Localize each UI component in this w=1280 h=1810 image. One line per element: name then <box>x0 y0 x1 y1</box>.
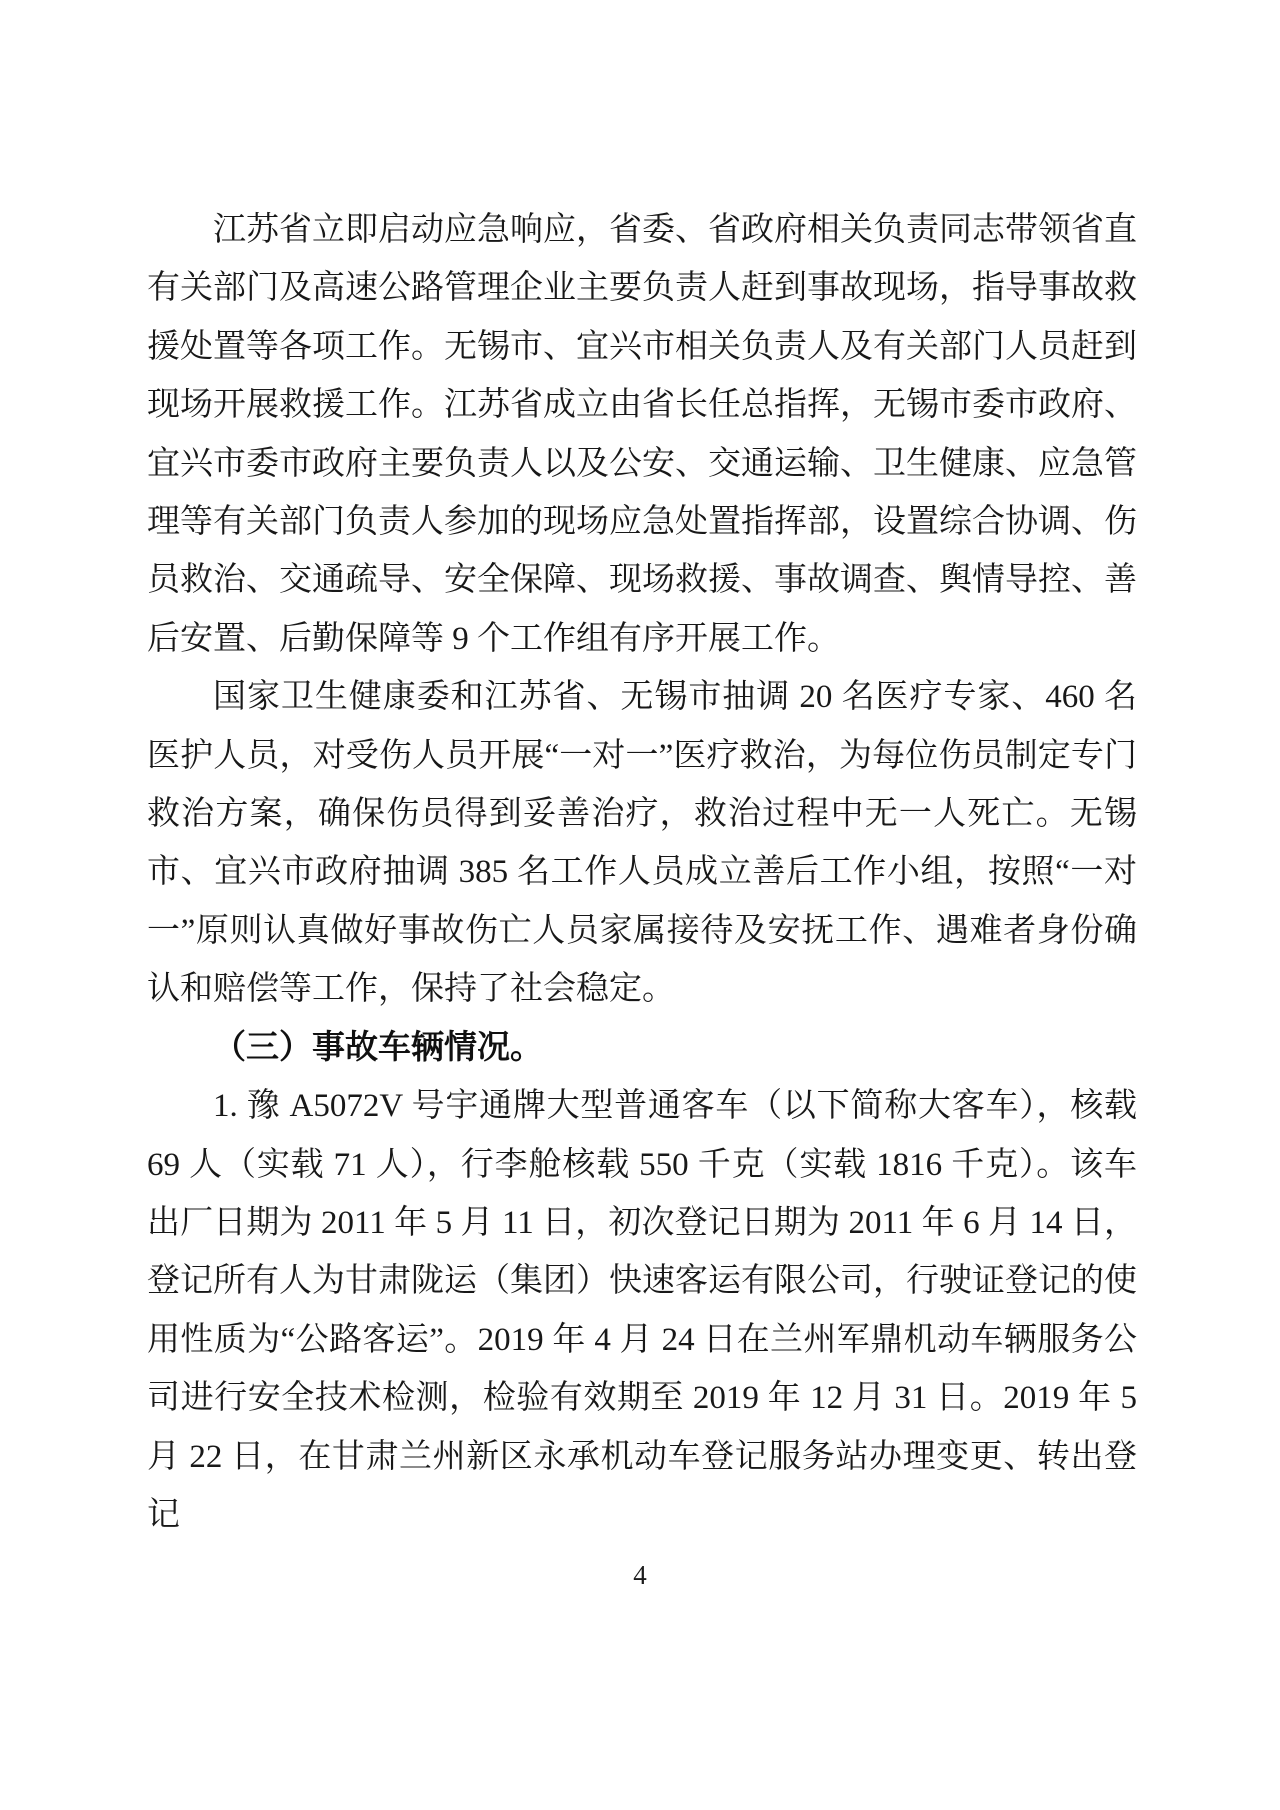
document-body <box>147 201 1137 1544</box>
paragraph-vehicle-info: 1. 豫 A5072V 号宇通牌大型普通客车（以下简称大客车），核载 69 人（实载 71 人），行李舱核载 550 千克（实载 1816 千克）。该车出厂日期为 2011 年 5 月 11 日，初次登记日期为 2011 年 6 月 14 日，登记所有人为甘肃陇运（集团）快速客运有限公司，行驶证登记的使用性质为“公路客运”。2019 年 4 月 24 日在兰州军鼎机动车辆服务公司进行安全技术检测，检验有效期至 2019 年 12 月 31 日。2019 年 5 月 22 日，在甘肃兰州新区永承机动车登记服务站办理变更、转出登记 <box>147 1088 1138 1533</box>
paragraph-medical-rescue: 国家卫生健康委和江苏省、无锡市抽调 20 名医疗专家、460 名医护人员，对受伤人员开展“一对一”医疗救治，为每位伤员制定专门救治方案，确保伤员得到妥善治疗，救治过程中无一人死亡。无锡市、宜兴市政府抽调 385 名工作人员成立善后工作小组，按照“一对一”原则认真做好事故伤亡人员家属接待及安抚工作、遇难者身份确认和赔偿等工作，保持了社会稳定。 <box>147 679 1137 1008</box>
page-footer <box>0 1560 1280 1590</box>
paragraph-emergency-response: 江苏省立即启动应急响应，省委、省政府相关负责同志带领省直有关部门及高速公路管理企业主要负责人赶到事故现场，指导事故救援处置等各项工作。无锡市、宜兴市相关负责人及有关部门人员赶到现场开展救援工作。江苏省成立由省长任总指挥，无锡市委市政府、宜兴市委市政府主要负责人以及公安、交通运输、卫生健康、应急管理等有关部门负责人参加的现场应急处置指挥部，设置综合协调、伤员救治、交通疏导、安全保障、现场救援、事故调查、舆情导控、善后安置、后勤保障等 9 个工作组有序开展工作。 <box>147 212 1137 657</box>
page-number: 4 <box>633 1560 647 1590</box>
section-heading: （三）事故车辆情况。 <box>213 1029 543 1066</box>
